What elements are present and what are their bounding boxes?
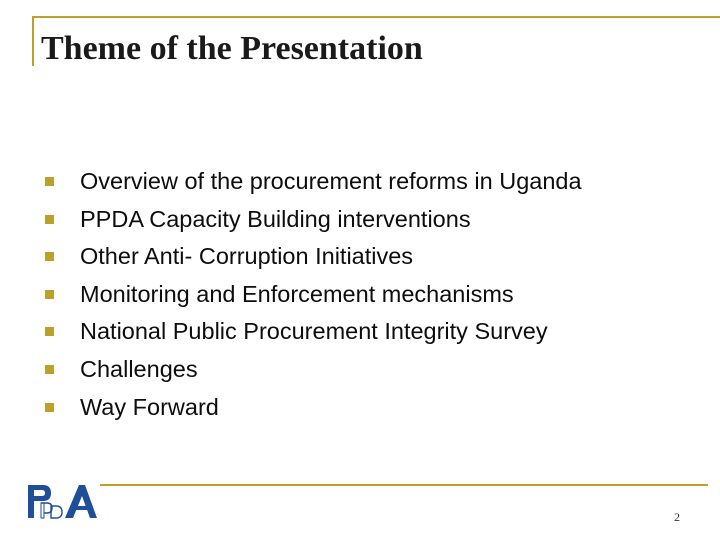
top-rule [32, 16, 720, 18]
bullet-item [45, 280, 665, 308]
bullet-square-icon [45, 365, 54, 374]
bullet-item [45, 355, 665, 383]
bullet-item [45, 393, 665, 421]
left-rule [32, 16, 34, 66]
bullet-square-icon [45, 252, 54, 261]
slide-title: Theme of the Presentation [41, 30, 423, 67]
bullet-text: PPDA Capacity Building interventions [80, 205, 471, 232]
bullet-text: Overview of the procurement reforms in Uganda [80, 168, 582, 194]
bullet-item [45, 242, 665, 270]
bullet-square-icon [45, 177, 54, 186]
bullet-item [45, 167, 665, 195]
page-number: 2 [674, 510, 680, 524]
bullet-text: Way Forward [80, 393, 219, 420]
bullet-item [45, 205, 665, 233]
bullet-square-icon [45, 327, 54, 336]
bullet-item [45, 317, 665, 345]
ppda-logo-icon [27, 484, 99, 520]
bullet-text: Monitoring and Enforcement mechanisms [80, 280, 514, 307]
bullet-square-icon [45, 403, 54, 412]
bullet-square-icon [45, 215, 54, 224]
bullet-square-icon [45, 290, 54, 299]
bullet-text: Challenges [80, 355, 198, 382]
bullet-text: National Public Procurement Integrity Survey [80, 318, 548, 345]
bullet-list [45, 167, 665, 430]
bottom-rule [100, 484, 708, 486]
bullet-text: Other Anti- Corruption Initiatives [80, 243, 414, 270]
